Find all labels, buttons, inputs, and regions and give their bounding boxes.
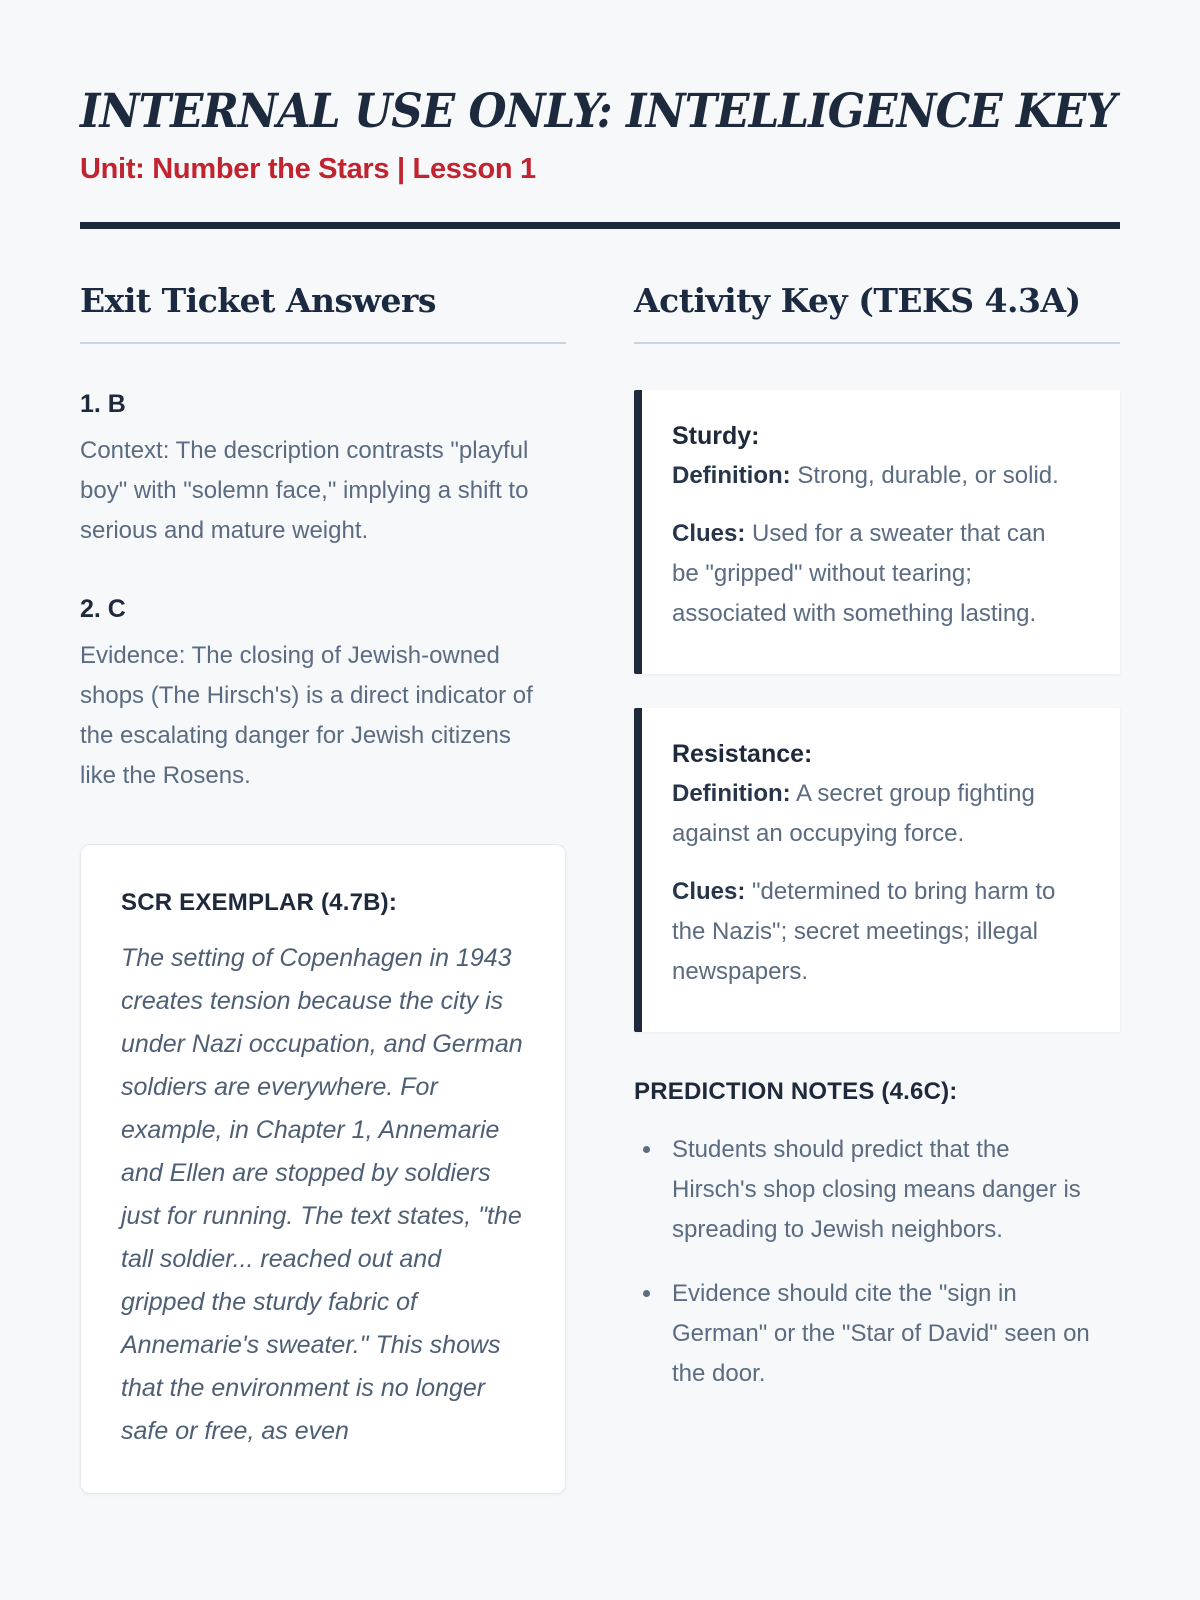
scr-exemplar-label: SCR EXEMPLAR (4.7B):: [121, 889, 398, 916]
definition-label: Definition:: [672, 462, 791, 489]
vocab-card-resistance: [634, 708, 1120, 1032]
answer-1-text: Context: The description contrasts "playful boy" with "solemn face," implying a shift to serious and mature weight.: [80, 437, 529, 544]
prediction-bullet-2: • Evidence should cite the "sign in German" or the "Star of David" seen on the door.: [664, 1274, 1094, 1394]
page-header: [80, 84, 1120, 229]
vocab-clues: [672, 514, 1074, 634]
vocab-term: Sturdy:: [672, 422, 760, 450]
activity-key-heading: Activity Key (TEKS 4.3A): [634, 281, 1120, 344]
answer-key-page: [80, 0, 1120, 1494]
definition-label: Definition:: [672, 780, 791, 807]
answer-1-label: 1. B: [80, 390, 126, 418]
scr-exemplar-card: [80, 844, 566, 1494]
content-columns: [80, 281, 1120, 1494]
clues-text: "determined to bring harm to the Nazis"; secret meetings; illegal newspapers.: [672, 878, 1056, 985]
page-subtitle: Unit: Number the Stars | Lesson 1: [80, 153, 536, 185]
scr-exemplar-text: The setting of Copenhagen in 1943 creates tension because the city is under Nazi occupation, and German soldiers are everywhere. For example, in Chapter 1, Annemarie and Ellen are stopped by soldiers just for running. The text states, "the tall soldier... reached out and gripped the sturdy fabric of Annemarie's sweater." This shows that the environment is no longer safe or free, as even: [121, 944, 523, 1445]
answer-2-text: Evidence: The closing of Jewish-owned shops (The Hirsch's) is a direct indicator of the escalating danger for Jewish citizens like the Rosens.: [80, 642, 533, 789]
page-title: INTERNAL USE ONLY: INTELLIGENCE KEY: [80, 84, 1116, 139]
prediction-bullet-list: [634, 1130, 1120, 1394]
prediction-notes: [634, 1078, 1120, 1394]
prediction-bullet-1: • Students should predict that the Hirsch's shop closing means danger is spreading to Jewish neighbors.: [664, 1130, 1094, 1250]
definition-text: Strong, durable, or solid.: [797, 462, 1059, 489]
header-divider: [80, 222, 1120, 229]
exit-ticket-section: [80, 281, 566, 1494]
definition-text: A secret group fighting against an occupying force.: [672, 780, 1035, 847]
exit-ticket-heading: Exit Ticket Answers: [80, 281, 566, 344]
clues-text: Used for a sweater that can be "gripped" without tearing; associated with something lasting.: [672, 520, 1046, 627]
answer-item-1: [80, 390, 566, 551]
vocab-definition: [672, 456, 1074, 496]
vocab-term: Resistance:: [672, 740, 813, 768]
clues-label: Clues:: [672, 878, 746, 905]
vocab-definition: [672, 774, 1074, 854]
clues-label: Clues:: [672, 520, 746, 547]
vocab-clues: [672, 872, 1074, 992]
answer-item-2: [80, 595, 566, 796]
vocab-card-sturdy: [634, 390, 1120, 674]
prediction-notes-heading: PREDICTION NOTES (4.6C):: [634, 1078, 958, 1105]
activity-key-section: [634, 281, 1120, 1494]
answer-2-label: 2. C: [80, 595, 126, 623]
